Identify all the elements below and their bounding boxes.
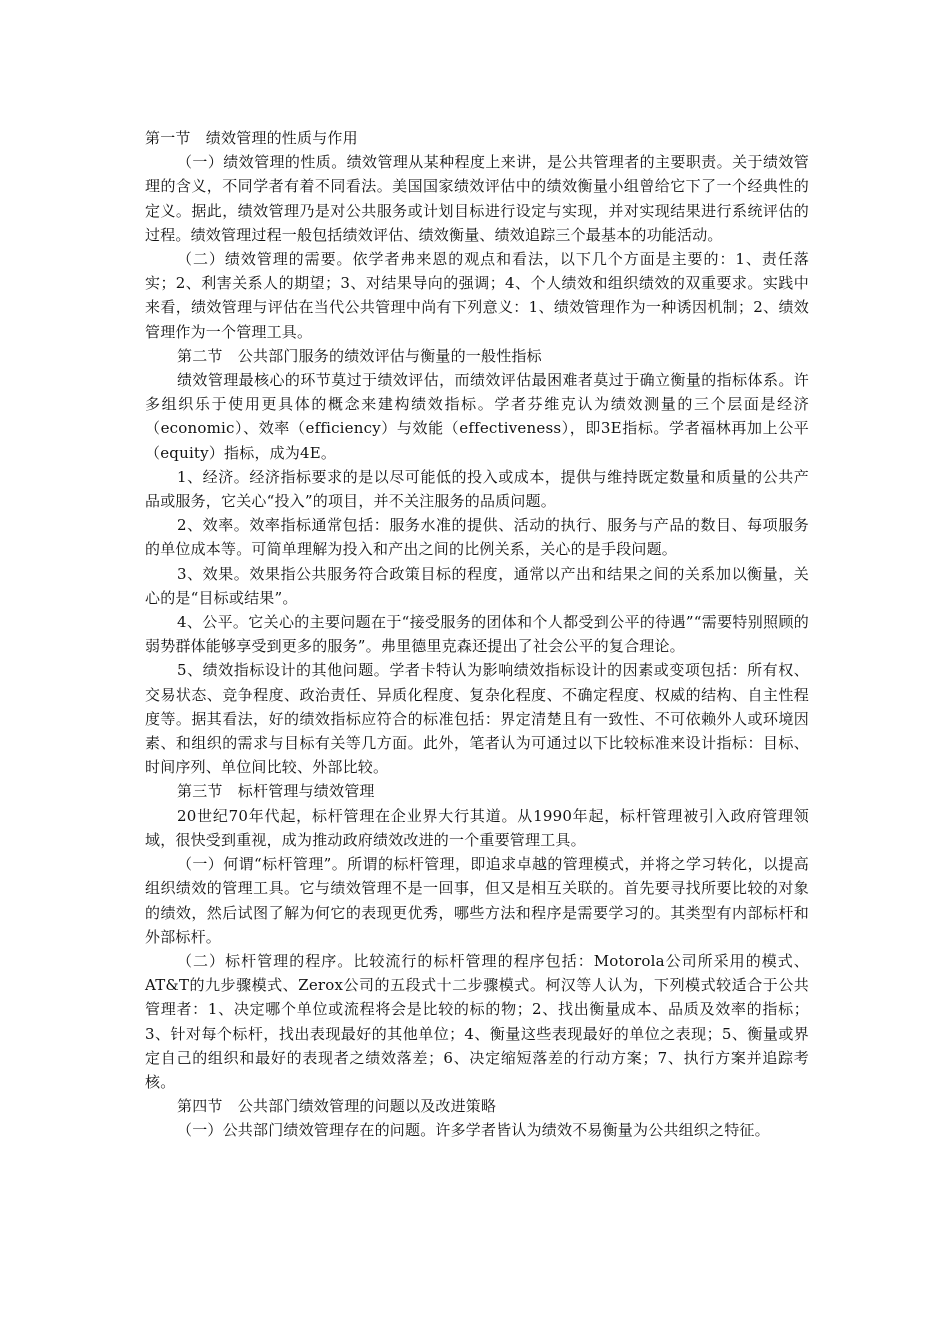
section2-paragraph-other: 5、绩效指标设计的其他问题。学者卡特认为影响绩效指标设计的因素或变项包括：所有权、交易状态、竞争程度、政治责任、异质化程度、复杂化程度、不确定程度、权威的结构、自主性程度等。据其看法，好的绩效指标应符合的标准包括：界定清楚且有一致性、不可依赖外人或环境因素、和组织的需求与目标有关等几方面。此外，笔者认为可通过以下比较标准来设计指标：目标、时间序列、单位间比较、外部比较。 [145, 661, 809, 777]
section2-paragraph-effect: 3、效果。效果指公共服务符合政策目标的程度，通常以产出和结果之间的关系加以衡量，关心的是“目标或结果”。 [145, 564, 809, 607]
section2-paragraph-efficiency: 2、效率。效率指标通常包括：服务水准的提供、活动的执行、服务与产品的数目、每项服务的单位成本等。可简单理解为投入和产出之间的比例关系，关心的是手段问题。 [145, 516, 809, 559]
section3-title: 第三节 标杆管理与绩效管理 [177, 782, 375, 801]
section3-paragraph-1: 20世纪70年代起，标杆管理在企业界大行其道。从1990年起，标杆管理被引入政府管理领域，很快受到重视，成为推动政府绩效改进的一个重要管理工具。 [145, 806, 809, 849]
section2-paragraph-1: 绩效管理最核心的环节莫过于绩效评估，而绩效评估最困难者莫过于确立衡量的指标体系。许多组织乐于使用更具体的概念来建构绩效指标。学者芬维克认为绩效测量的三个层面是经济（economic）、效率（efficiency）与效能（effectiveness），即3E指标。学者福林再加上公平（equity）指标，成为4E。 [145, 371, 809, 462]
section1-paragraph-1: （一）绩效管理的性质。绩效管理从某种程度上来讲，是公共管理者的主要职责。关于绩效管理的含义，不同学者有着不同看法。美国国家绩效评估中的绩效衡量小组曾给它下了一个经典性的定义。据此，绩效管理乃是对公共服务或计划目标进行设定与实现，并对实现结果进行系统评估的过程。绩效管理过程一般包括绩效评估、绩效衡量、绩效追踪三个最基本的功能活动。 [145, 153, 809, 244]
section1-paragraph-2: （二）绩效管理的需要。依学者弗来恩的观点和看法，以下几个方面是主要的：1、责任落实；2、利害关系人的期望；3、对结果导向的强调；4、个人绩效和组织绩效的双重要求。实践中来看，绩效管理与评估在当代公共管理中尚有下列意义：1、绩效管理作为一种诱因机制；2、绩效管理作为一个管理工具。 [145, 250, 809, 341]
section1-title: 第一节 绩效管理的性质与作用 [145, 129, 358, 147]
section3-paragraph-2: （一）何谓“标杆管理”。所谓的标杆管理，即追求卓越的管理模式，并将之学习转化，以提高组织绩效的管理工具。它与绩效管理不是一回事，但又是相互关联的。首先要寻找所要比较的对象的绩效，然后试图了解为何它的表现更优秀，哪些方法和程序是需要学习的。其类型有内部标杆和外部标杆。 [145, 855, 809, 946]
section3-paragraph-3: （二）标杆管理的程序。比较流行的标杆管理的程序包括：Motorola公司所采用的模式、AT&T的九步骤模式、Zerox公司的五段式十二步骤模式。柯汉等人认为，下列模式较适合于公共管理者：1、决定哪个单位或流程将会是比较的标的物；2、找出衡量成本、品质及效率的指标；3、针对每个标杆，找出表现最好的其他单位；4、衡量这些表现最好的单位之表现；5、衡量或界定自己的组织和最好的表现者之绩效落差；6、决定缩短落差的行动方案；7、执行方案并追踪考核。 [145, 951, 809, 1091]
section4-paragraph-1: （一）公共部门绩效管理存在的问题。许多学者皆认为绩效不易衡量为公共组织之特征。 [177, 1121, 770, 1140]
section2-title: 第二节 公共部门服务的绩效评估与衡量的一般性指标 [177, 346, 542, 365]
document-page [145, 126, 809, 1143]
section2-paragraph-equity: 4、公平。它关心的主要问题在于“接受服务的团体和个人都受到公平的待遇”“需要特别照顾的弱势群体能够享受到更多的服务”。弗里德里克森还提出了社会公平的复合理论。 [145, 613, 809, 656]
section4-title: 第四节 公共部门绩效管理的问题以及改进策略 [177, 1097, 497, 1116]
section2-paragraph-economy: 1、经济。经济指标要求的是以尽可能低的投入或成本，提供与维持既定数量和质量的公共产品或服务，它关心“投入”的项目，并不关注服务的品质问题。 [145, 467, 809, 511]
